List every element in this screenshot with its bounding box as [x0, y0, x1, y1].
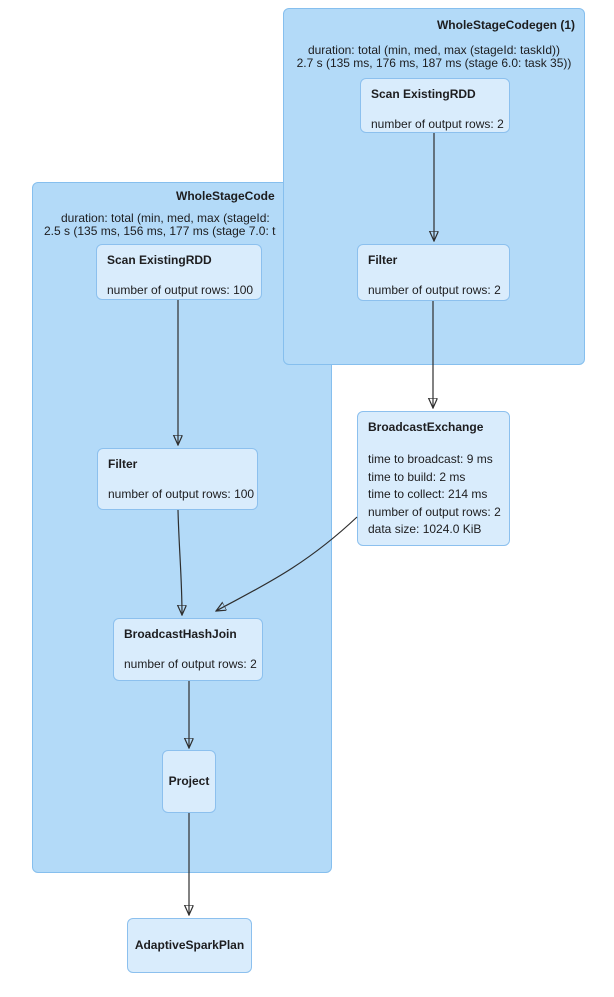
node-title: Scan ExistingRDD: [371, 87, 476, 101]
node-metric: data size: 1024.0 KiB: [368, 522, 482, 536]
cluster-duration-line2: 2.5 s (135 ms, 156 ms, 177 ms (stage 7.0: t: [44, 224, 276, 238]
node-title: Filter: [368, 253, 398, 267]
node-metric: number of output rows: 2: [368, 283, 501, 297]
node-filter-1[interactable]: [357, 244, 510, 301]
cluster-title: WholeStageCode: [176, 189, 275, 203]
cluster-duration-line1: duration: total (min, med, max (stageId: taskId)): [307, 43, 561, 57]
node-metric: number of output rows: 2: [368, 504, 501, 519]
node-broadcasthashjoin[interactable]: [113, 618, 263, 681]
cluster-duration-line1: duration: total (min, med, max (stageId:: [61, 211, 270, 225]
node-title: Filter: [108, 457, 138, 471]
node-metric: time to build: 2 ms: [368, 469, 466, 484]
node-title: BroadcastExchange: [368, 420, 484, 434]
node-scan-existingrdd-2[interactable]: [96, 244, 262, 300]
node-metric: number of output rows: 100: [107, 283, 254, 297]
node-metric: time to broadcast: 9 ms: [368, 452, 493, 466]
cluster-duration-line2: 2.7 s (135 ms, 176 ms, 187 ms (stage 6.0: task 35)): [296, 56, 572, 70]
node-metric: number of output rows: 100: [108, 487, 255, 501]
node-metric: time to collect: 214 ms: [368, 487, 488, 501]
node-broadcastexchange[interactable]: [357, 411, 510, 546]
node-adaptivesparkplan[interactable]: [127, 918, 252, 973]
node-scan-existingrdd-1[interactable]: [360, 78, 510, 133]
node-metric: number of output rows: 2: [124, 657, 257, 671]
node-title: BroadcastHashJoin: [124, 627, 237, 641]
node-metric: number of output rows: 2: [371, 117, 504, 131]
node-filter-2[interactable]: [97, 448, 258, 510]
cluster-wholestagecodegen-1: [283, 8, 585, 365]
cluster-title: WholeStageCodegen (1): [436, 18, 575, 32]
node-title: Project: [168, 774, 210, 788]
node-project[interactable]: [162, 750, 216, 813]
node-title: Scan ExistingRDD: [107, 253, 212, 267]
node-title: AdaptiveSparkPlan: [134, 938, 245, 952]
